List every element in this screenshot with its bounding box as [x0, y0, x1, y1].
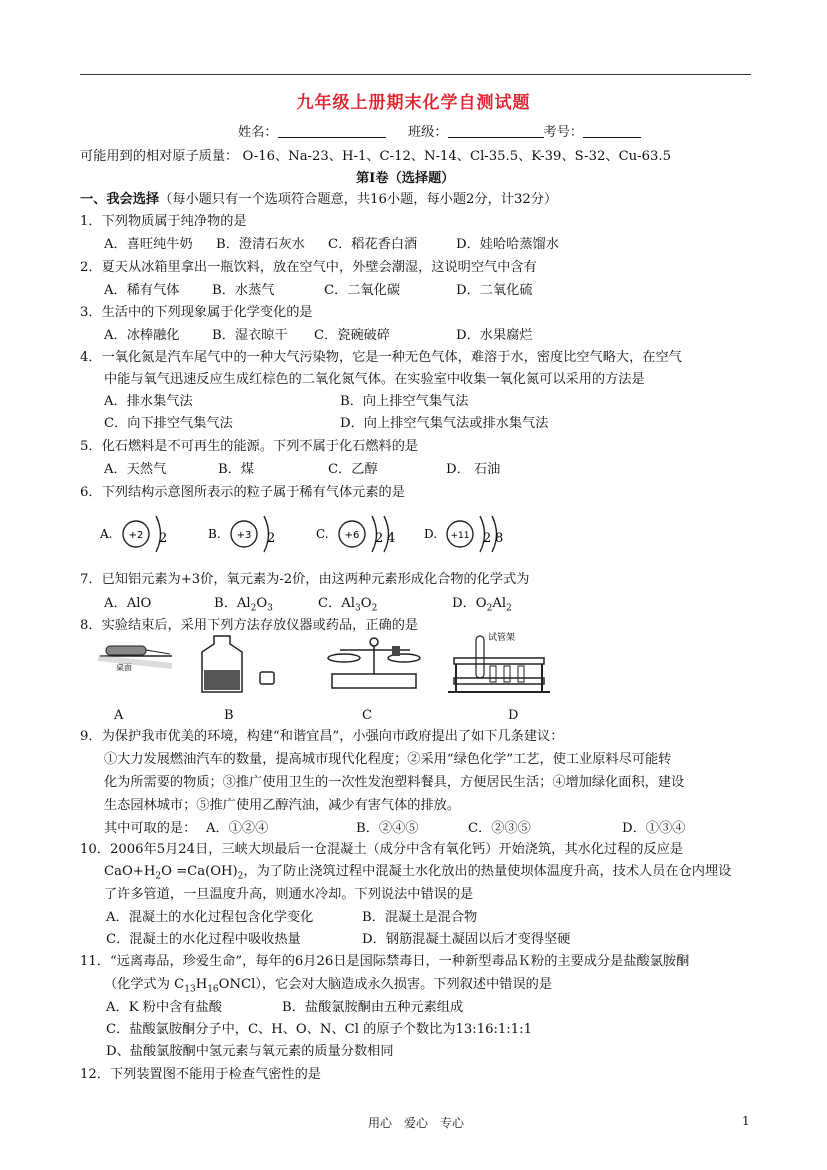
q7-stem: 7．已知铝元素为+3价，氧元素为-2价，由这两种元素形成化合物的化学式为 — [80, 572, 530, 587]
q11-formula-part1: （化学式为 C — [104, 977, 185, 992]
q11-formula-part3: ONCl），它会对大脑造成永久损害。下列叙述中错误的是 — [218, 977, 553, 992]
exam-no-label: 考号： — [543, 125, 584, 140]
q9-line1: ①大力发展燃油汽车的数量，提高城市现代化程度；②采用“绿色化学”工艺，使工业原料尽可能转 — [104, 752, 672, 767]
q8-stem: 8．实验结束后，采用下列方法存放仪器或药品，正确的是 — [80, 618, 419, 633]
electron-count: 2 — [267, 531, 276, 546]
atom-option-letter: A. — [100, 527, 113, 541]
q11-option-c: C．盐酸氯胺酮分子中，C、H、O、N、Cl 的原子个数比为13:16:1:1:1 — [106, 1022, 532, 1037]
q9-line2: 化为所需要的物质；③推广使用卫生的一次性发泡塑料餐具，方便居民生活；④增加绿化面积，建设 — [104, 775, 685, 790]
q8-label-a: A — [114, 708, 124, 723]
q9-stem: 9．为保护我市优美的环境，构建“和谐宜昌”，小强向市政府提出了如下几条建议： — [80, 729, 564, 744]
q10-option-d: D．钢筋混凝土凝固以后才变得坚硬 — [362, 932, 571, 947]
tube-rack-label: 试管架 — [488, 633, 516, 643]
atom-diagram-b — [208, 508, 312, 560]
nucleus-charge: +2 — [128, 530, 144, 541]
atom-diagram-c — [316, 508, 420, 560]
nucleus-charge: +6 — [344, 530, 360, 541]
q7-b-sub2: 3 — [267, 603, 273, 614]
q9-option-b: B．②④⑤ — [356, 821, 419, 836]
exam-no-field[interactable] — [583, 124, 641, 138]
class-label: 班级： — [407, 125, 448, 140]
atom-diagrams — [100, 508, 530, 560]
q4-option-c: C．向下排空气集气法 — [104, 416, 233, 431]
atom-option-letter: D. — [424, 527, 438, 541]
nucleus-charge: +11 — [450, 531, 470, 541]
student-info-row — [238, 124, 641, 142]
q11-option-a: A．K 粉中含有盐酸 — [106, 1000, 222, 1015]
q3-option-b: B．湿衣晾干 — [212, 328, 288, 343]
q11-line1 — [104, 976, 552, 999]
figure-c-balance — [328, 638, 420, 688]
q4-option-a: A．排水集气法 — [104, 394, 193, 409]
q10-option-c: C．混凝土的水化过程中吸收热量 — [106, 932, 301, 947]
name-label: 姓名： — [238, 125, 278, 140]
q11-formula-part2: H — [195, 977, 208, 992]
nucleus-charge: +3 — [236, 530, 252, 541]
q8-figure-svg — [92, 630, 562, 696]
q12-stem: 12．下列装置图不能用于检查气密性的是 — [80, 1067, 321, 1082]
name-field[interactable] — [278, 124, 386, 138]
q7-d-sub2: 2 — [506, 603, 512, 614]
q7-c-mid: O — [360, 596, 372, 611]
electron-count: 2 — [483, 531, 492, 546]
electron-count: 2 — [375, 531, 384, 546]
q7-c-sub1: 3 — [355, 603, 361, 614]
q2-option-d: D．二氧化硫 — [456, 283, 533, 298]
q10-line2: 了许多管道，一旦温度升高，则通水冷却。下列说法中错误的是 — [104, 887, 474, 902]
q4-stem-line1: 4．一氧化氮是汽车尾气中的一种大气污染物，它是一种无色气体，难溶于水，密度比空气略大，在空气 — [80, 350, 682, 365]
q10-option-a: A．混凝土的水化过程包含化学变化 — [106, 910, 314, 925]
q11-formula-sub2: 16 — [207, 984, 219, 995]
q7-option-a: A．AlO — [104, 596, 152, 611]
electron-count: 8 — [495, 531, 504, 546]
q11-option-d: D、盐酸氯胺酮中氢元素与氧元素的质量分数相同 — [106, 1044, 394, 1059]
q7-d-mid: Al — [492, 596, 507, 611]
q1-option-c: C．稻花香白酒 — [328, 237, 418, 252]
q7-d-text: D．O — [452, 596, 487, 611]
q5-option-c: C．乙醇 — [328, 462, 378, 477]
footer-motto-1: 用心 — [368, 1116, 393, 1130]
q10-eq-part1: CaO+H — [104, 864, 156, 879]
q7-option-d — [452, 595, 512, 618]
q10-stem: 10．2006年5月24日，三峡大坝最后一仓混凝土（成分中含有氧化钙）开始浇筑，其水化过程的反应是 — [80, 842, 684, 857]
atom-option-letter: C. — [316, 527, 329, 541]
top-rule — [80, 74, 751, 75]
q9-option-d: D．①③④ — [622, 821, 686, 836]
q4-stem-line2: 中能与氧气迅速反应生成红棕色的二氧化氮气体。在实验室中收集一氧化氮可以采用的方法是 — [104, 372, 645, 387]
q3-option-d: D．水果腐烂 — [456, 328, 533, 343]
q5-option-d: D． 石油 — [446, 462, 501, 477]
q3-stem: 3．生活中的下列现象属于化学变化的是 — [80, 305, 313, 320]
q1-option-d: D．娃哈哈蒸馏水 — [456, 237, 559, 252]
electron-count: 4 — [387, 531, 396, 546]
atom-option-letter: B. — [208, 527, 221, 541]
q1-option-a: A．喜旺纯牛奶 — [104, 237, 193, 252]
q8-label-b: B — [224, 708, 234, 723]
q9-line4: 其中可取的是： — [104, 821, 197, 836]
q7-b-sub1: 2 — [250, 603, 257, 614]
q3-option-c: C．瓷碗破碎 — [314, 328, 391, 343]
q7-c-sub2: 2 — [371, 603, 378, 614]
figure-d-tube-rack — [448, 631, 550, 692]
q5-stem: 5．化石燃料是不可再生的能源。下列不属于化石燃料的是 — [80, 439, 419, 454]
q9-option-a: A．①②④ — [206, 821, 269, 836]
q7-d-sub1: 2 — [486, 603, 493, 614]
q11-option-b: B．盐酸氯胺酮由五种元素组成 — [282, 1000, 464, 1015]
q7-b-mid: O — [256, 596, 268, 611]
q11-stem: 11．“远离毒品，珍爱生命”，每年的6月26日是国际禁毒日，一种新型毒品Ｋ粉的主要成分是盐酸氯胺酮 — [80, 954, 690, 969]
part-heading — [80, 191, 557, 209]
q11-formula-sub1: 13 — [184, 984, 196, 995]
q10-eq-sub1: 2 — [155, 871, 162, 882]
q10-option-b: B．混凝土是混合物 — [362, 910, 478, 925]
atomic-mass-line: 可能用到的相对原子质量： O-16、Na-23、H-1、C-12、N-14、Cl-35.5、K-39、S-32、Cu-63.5 — [80, 149, 671, 164]
q4-option-b: B．向上排空气集气法 — [340, 394, 469, 409]
q9-option-c: C．②③⑤ — [468, 821, 531, 836]
electron-count: 2 — [159, 531, 168, 546]
figure-b-reagent-bottle — [202, 636, 274, 692]
q2-stem: 2．夏天从冰箱里拿出一瓶饮料，放在空气中，外壁会潮湿，这说明空气中含有 — [80, 260, 537, 275]
atom-diagram-a — [100, 508, 204, 560]
q1-stem: 1．下列物质属于纯净物的是 — [80, 214, 247, 229]
q8-label-d: D — [508, 708, 519, 723]
part-title: 一、我会选择 — [80, 192, 160, 207]
desk-label: 桌面 — [116, 663, 132, 672]
q2-option-a: A．稀有气体 — [104, 283, 180, 298]
q5-option-a: A．天然气 — [104, 462, 167, 477]
page-title: 九年级上册期末化学自测试题 — [296, 93, 531, 113]
q2-option-b: B．水蒸气 — [212, 283, 275, 298]
q4-option-d: D．向上排空气集气法或排水集气法 — [340, 416, 549, 431]
q3-option-a: A．冰棒融化 — [104, 328, 180, 343]
q2-option-c: C．二氧化碳 — [324, 283, 401, 298]
q10-eq-sub2: 2 — [237, 871, 244, 882]
footer-motto-3: 专心 — [440, 1116, 465, 1130]
volume-title: 第Ⅰ卷（选择题） — [356, 171, 455, 186]
page-number: 1 — [742, 1114, 750, 1128]
q7-option-c — [318, 595, 377, 618]
q8-apparatus-figures — [92, 630, 562, 696]
q10-eq-part2: O =Ca(OH) — [161, 864, 238, 879]
atom-diagram-d — [424, 508, 528, 560]
q6-stem: 6．下列结构示意图所表示的粒子属于稀有气体元素的是 — [80, 485, 405, 500]
q7-option-b — [214, 595, 273, 618]
q10-line1 — [104, 863, 731, 886]
q5-option-b: B．煤 — [218, 462, 255, 477]
q9-line3: 生态园林城市；⑤推广使用乙醇汽油，减少有害气体的排放。 — [104, 798, 461, 813]
part-note: （每小题只有一个选项符合题意，共16小题，每小题2分，计32分） — [159, 192, 558, 207]
q7-c-text: C．Al — [318, 596, 356, 611]
q10-eq-part3: ，为了防止浇筑过程中混凝土水化放出的热量使坝体温度升高，技术人员在仓内埋设 — [243, 864, 732, 879]
class-field[interactable] — [448, 124, 544, 138]
footer-motto-2: 爱心 — [404, 1116, 429, 1130]
q7-b-text: B．Al — [214, 596, 251, 611]
q8-label-c: C — [362, 708, 372, 723]
figure-a-tube-on-desk — [98, 646, 172, 672]
q1-option-b: B．澄清石灰水 — [216, 237, 305, 252]
